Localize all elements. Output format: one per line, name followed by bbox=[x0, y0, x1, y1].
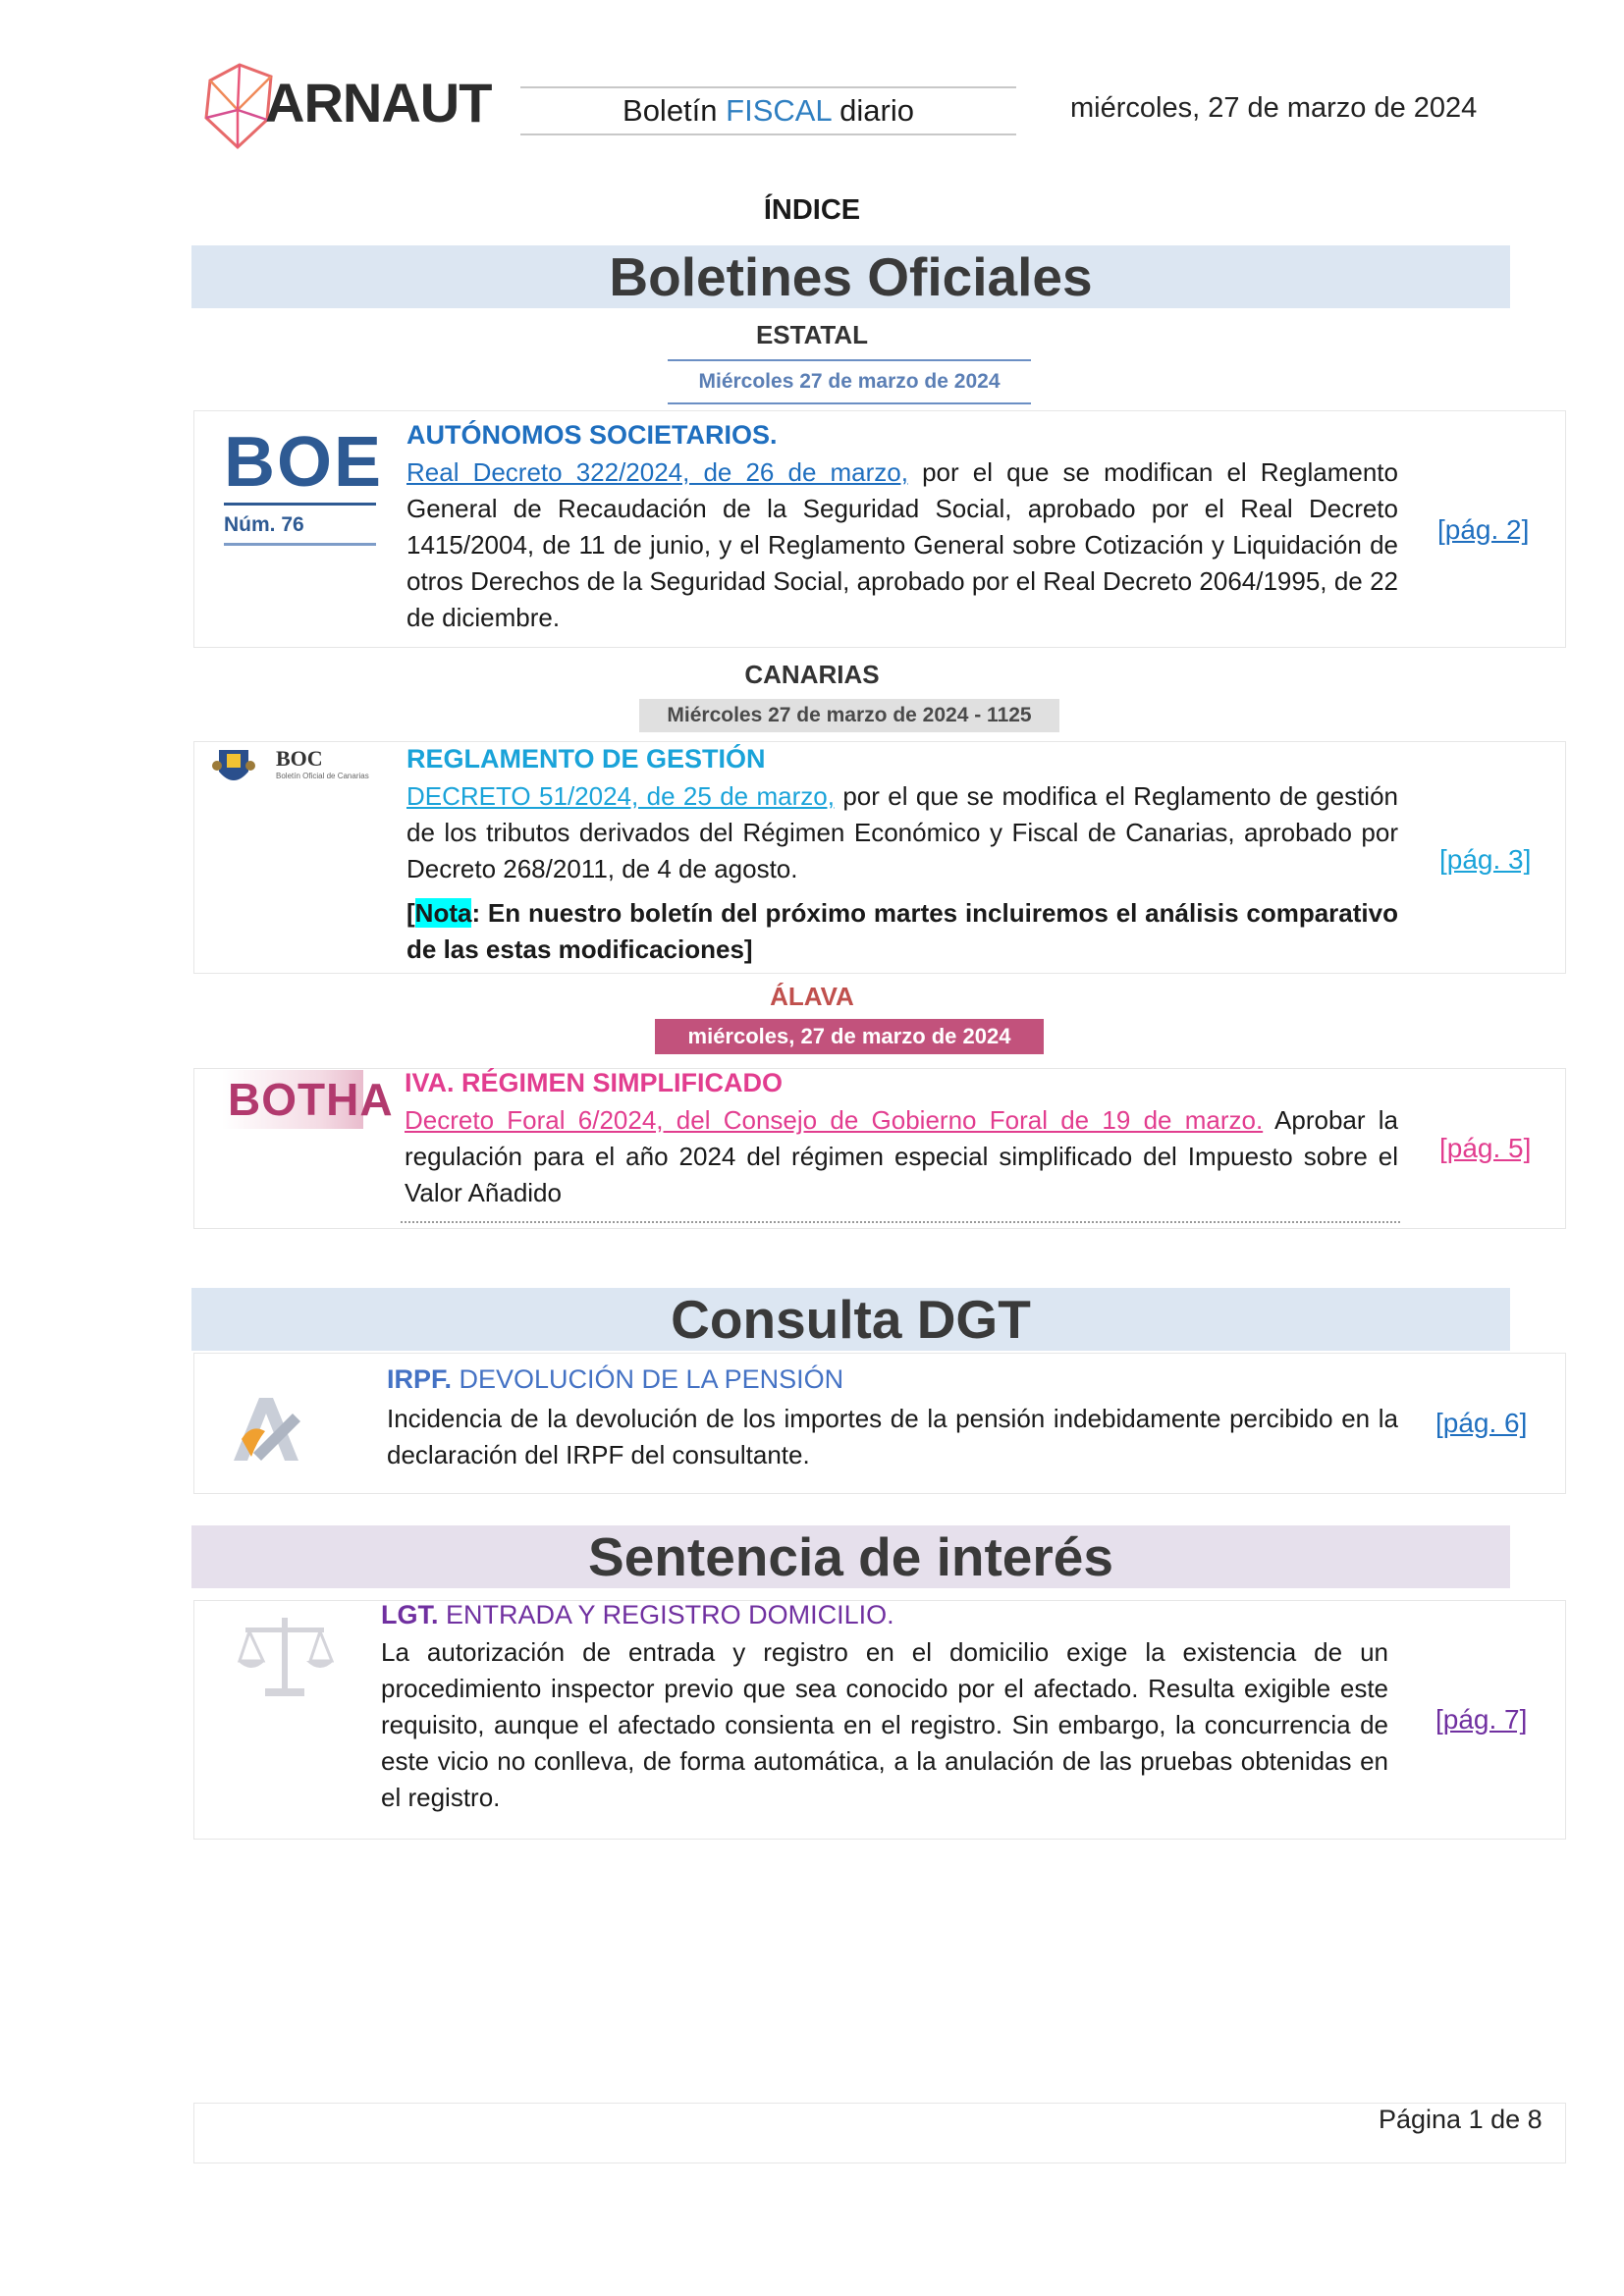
entry-estatal bbox=[406, 420, 1398, 636]
section-boletines-oficiales: Boletines Oficiales bbox=[191, 245, 1510, 308]
page-link-3[interactable]: [pág. 3] bbox=[1439, 844, 1532, 875]
boe-logo: BOE Núm. 76 bbox=[224, 424, 381, 552]
region-alava: ÁLAVA bbox=[770, 982, 854, 1011]
index-heading: ÍNDICE bbox=[763, 194, 861, 226]
page-link-7[interactable]: [pág. 7] bbox=[1435, 1704, 1528, 1735]
section-sentencia-interes: Sentencia de interés bbox=[191, 1525, 1510, 1588]
page-number: Página 1 de 8 bbox=[1379, 2105, 1543, 2134]
region-canarias: CANARIAS bbox=[744, 660, 880, 689]
bulletin-title: Boletín FISCAL diario bbox=[520, 86, 1016, 135]
entry-text-estatal: Real Decreto 322/2024, de 26 de marzo, por el que se modifican el Reglamento General de Recaudación de la Seguridad Social, aprobado por el Real Decreto 1415/2004, de 11 de junio, y el Reglamento General sobre Cotización y Liquidación de otros Derechos de la Seguridad Social, aprobado por el Real Decreto 2064/1995, de 22 de diciembre. bbox=[406, 457, 1398, 632]
entry-title-canarias: REGLAMENTO DE GESTIÓN bbox=[406, 744, 766, 774]
link-decreto-51-2024[interactable]: DECRETO 51/2024, de 25 de marzo, bbox=[406, 781, 835, 811]
date-canarias: Miércoles 27 de marzo de 2024 - 1125 bbox=[639, 699, 1059, 732]
dotted-divider bbox=[401, 1221, 1400, 1223]
entry-text-alava: Decreto Foral 6/2024, del Consejo de Gobierno Foral de 19 de marzo. Aprobar la regulación para el año 2024 del régimen especial simplificado del Impuesto sobre el Valor Añadido bbox=[405, 1105, 1399, 1207]
section-consulta-dgt: Consulta DGT bbox=[191, 1288, 1510, 1351]
entry-title-alava: IVA. RÉGIMEN SIMPLIFICADO bbox=[405, 1068, 784, 1097]
entry-title-sentencia: LGT. ENTRADA Y REGISTRO DOMICILIO. bbox=[381, 1600, 894, 1629]
link-decreto-foral-6-2024[interactable]: Decreto Foral 6/2024, del Consejo de Gobierno Foral de 19 de marzo. bbox=[405, 1105, 1264, 1135]
scales-of-justice-icon bbox=[236, 1610, 334, 1703]
entry-alava bbox=[405, 1068, 1398, 1211]
entry-canarias bbox=[406, 744, 1398, 968]
entry-text-dgt: Incidencia de la devolución de los importes de la pensión indebidamente percibido en la declaración del IRPF del consultante. bbox=[387, 1404, 1398, 1469]
botha-logo: BOTHA bbox=[222, 1070, 363, 1129]
canarias-coat-of-arms-icon bbox=[211, 744, 256, 791]
entry-title-estatal: AUTÓNOMOS SOCIETARIOS. bbox=[406, 420, 778, 450]
page-link-2[interactable]: [pág. 2] bbox=[1437, 514, 1530, 545]
link-rd-322-2024[interactable]: Real Decreto 322/2024, de 26 de marzo, bbox=[406, 457, 908, 487]
header-date: miércoles, 27 de marzo de 2024 bbox=[1070, 92, 1478, 124]
agencia-tributaria-logo-icon bbox=[224, 1384, 312, 1472]
page-link-5[interactable]: [pág. 5] bbox=[1439, 1133, 1532, 1163]
entry-sentencia bbox=[381, 1600, 1388, 1816]
footer-box bbox=[193, 2103, 1566, 2163]
note-canarias: [Nota: En nuestro boletín del próximo martes incluiremos el análisis comparativo de las estas modificaciones] bbox=[406, 898, 1398, 964]
entry-text-sentencia: La autorización de entrada y registro en el domicilio exige la existencia de un procedimiento inspector previo que sea conocido por el afectado. Resulta exigible este requisito, aunque el afectado consienta en el registro. Sin embargo, la concurrencia de este vicio no conlleva, de forma automática, a la anulación de las pruebas obtenidas en el registro. bbox=[381, 1637, 1388, 1812]
date-alava: miércoles, 27 de marzo de 2024 bbox=[655, 1019, 1044, 1054]
entry-title-dgt: IRPF. DEVOLUCIÓN DE LA PENSIÓN bbox=[387, 1364, 844, 1394]
date-estatal: Miércoles 27 de marzo de 2024 bbox=[668, 359, 1031, 404]
boc-logo: BOC Boletín Oficial de Canarias bbox=[211, 744, 383, 793]
region-estatal: ESTATAL bbox=[755, 320, 869, 349]
entry-dgt bbox=[387, 1364, 1398, 1473]
page-link-6[interactable]: [pág. 6] bbox=[1435, 1408, 1528, 1438]
brand-name: ARNAUT bbox=[265, 72, 492, 133]
entry-text-canarias: DECRETO 51/2024, de 25 de marzo, por el que se modifica el Reglamento de gestión de los tributos derivados del Régimen Económico y Fiscal de Canarias, aprobado por Decreto 268/2011, de 4 de agosto. bbox=[406, 781, 1398, 883]
